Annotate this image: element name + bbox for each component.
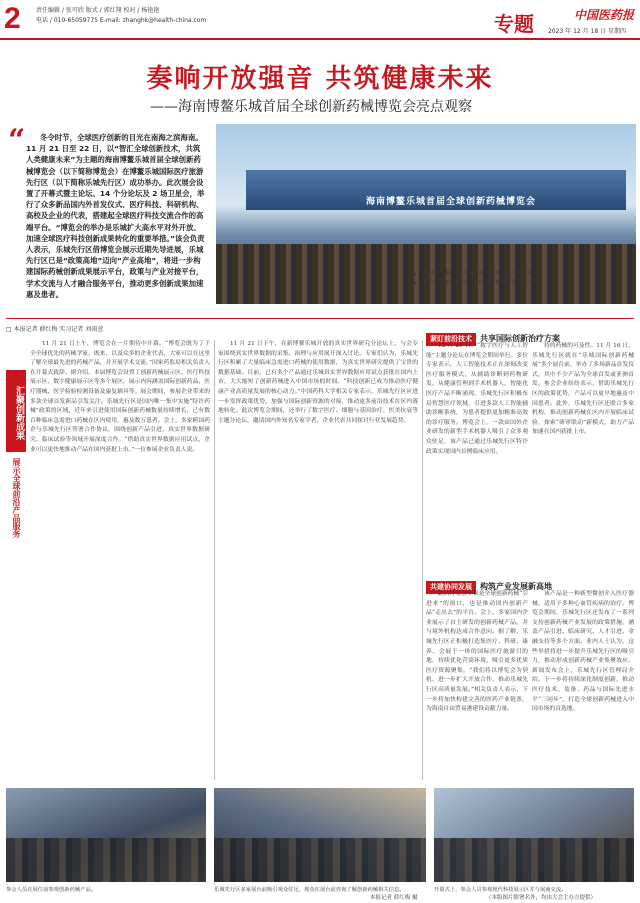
article-lead: [6, 123, 210, 314]
issue-date: 2023 年 12 月 18 日: [548, 28, 607, 35]
people-shape: [6, 838, 206, 882]
sidebar-subtitle: 展示全球前沿产品服务: [12, 458, 21, 538]
people-shape: [214, 838, 426, 882]
body-column-1: 11 月 21 日上午，博览会在一片期待中开幕。“博览会既为了于全全球优先的药械学家，既来，以及众多的企业代表，大家可以在这里了解全球最先进的药械产品，并开展学术交流。”国家药监局相关负责人在开幕式致辞。据介绍，本届博览会设置了创新药械展示区、医疗科技展示区、数字健康展示区等多个展区，展示内容涵盖国际创新药品、医疗器械、医学检验检测设备及康复辅具等。展会期间，参展企业带来的多款全球首发新品引发关注。乐城先行区是国内唯一集中实施“特许药械”政策的区域，近年来引进使用国际创新药械数量持续增长，已有数百种临床急需进口药械在区内使用，惠及数万患者。会上，多家跨国药企与乐城先行区签署合作协议，围绕创新产品引进、真实世界数据研究、临床试验等领域开展深度合作。“借助真实世界数据应用试点，企业可以更快地推动产品在国内获批上市。”一位参展企业负责人说。: [30, 341, 210, 453]
column-divider: [422, 340, 423, 780]
masthead: [0, 0, 640, 40]
lead-text: 冬令时节，全球医疗创新的目光在南海之滨海南。11 月 21 日至 22 日，以“智汇全球创新技术，共筑人类健康未来”为主题的海南博鳌乐城首届全球创新药械博览会（以下简称博览会）在博鳌乐城国际医疗旅游先行区（以下简称乐城先行区）成功举办。此次展会设置了开幕式暨主论坛、14 个分论坛及 2 场卫星会，举行了众多新品国内外首发仪式、医疗科技、科研机构、高校及企业的代表，搭建起全球医疗科技交流合作的高端平台。“博览会的举办是乐城扩大高水平对外开放、加速全球医疗科技创新成果转化的重要举措。”该会负责人表示，乐城先行区借博览会展示近期先导进展，乐城先行区已是“政策高地”迈向“产业高地”，将进一步构建国际药械创新成果展示平台，政策与产业对接平台，学术交流与人才融合服务平台，推动更多创新成果加速惠及患者。: [26, 133, 205, 299]
caption-center: 乐城先行区多家展台前吸引观众驻足，观众在展台前咨询了解创新药械相关信息。: [214, 887, 405, 893]
body-column-5: 此次博览会不仅是全球创新药械“引进来”的窗口，也是推动国内创新产品“走出去”的平台。会上，多家国内企业展示了自主研发的创新药械产品，并与境外机构达成合作意向。据了解，乐城先行区正积极打造集医疗、科研、康养、会展于一体的国际医疗旅游目的地，持续优化营商环境，吸引更多优质医疗资源聚集。“我们将以博览会为契机，进一步扩大开放合作，推动乐城先行区高质量发展。”相关负责人表示，下一步将加快构建完善的医药产业链条，为海南自由贸易港建设贡献力量。: [426, 591, 528, 713]
main-photo-caption: [412, 270, 632, 288]
section-2-header: [426, 326, 560, 343]
caption-left: 参会人员在展位前参观创新药械产品。: [6, 887, 97, 893]
body-column-3: 12 月 21 日，“数字医疗与人工智能”主题分论坛在博览会期间举行。多位专家表示，人工智能技术正在深刻改变医疗服务模式，从辅助诊断到药物研发，从健康管理到手术机器人，智能化医疗产品不断涌现。乐城先行区积极布局智慧医疗领域，引进多款人工智能辅助诊断系统，为患者提供更加精准高效的诊疗服务。博览会上，一款由国外企业研发的新型手术机器人吸引了众多观众驻足，该产品已通过乐城先行区特许政策实现国内首例临床应用。: [426, 343, 528, 455]
section-3-title: 构筑产业发展新高地: [480, 582, 552, 591]
divider: [6, 318, 634, 319]
article-subtitle: ——海南博鳌乐城首届全球创新药械博览会亮点观察: [150, 99, 472, 115]
page-number: 2: [4, 2, 21, 35]
byline: □ 本报记者 薛红梅 实习记者 刘雨萱: [6, 326, 104, 333]
section-2-title: 共享国际创新治疗方案: [480, 334, 560, 343]
quote-mark-icon: “: [8, 123, 26, 158]
section-name: 专题: [494, 12, 534, 36]
footer-note: （本版图片除署名外，均由大会主办方提供）: [486, 895, 597, 901]
hall-banner-text: 海南博鳌乐城首届全球创新药械博览会: [366, 197, 537, 207]
people-shape: [434, 838, 634, 882]
editors-line-2: 电话 / 010-65059775 E-mail: zhanghk@health-china.com: [36, 17, 207, 24]
body-column-4: 持的药械的可及性。11 月 16 日，乐城先行区就在“乐城国际创新药械展”多个展台前，举办了多场新品首发仪式，其中不少产品为全球首发或亚洲首发。参会企业纷纷表示，借助乐城先行区的政策优势，产品可以更早地惠及中国患者。此外，乐城先行区还联合多家机构，推动创新药械在区内开展临床试验，探索“研审联动”新模式，助力产品加速在国内获批上市。: [532, 343, 634, 436]
editors-line-1: 责任编辑 / 张可欣 版式 / 郭红翔 校对 / 杨艳艳: [36, 7, 160, 14]
section-2-tag: 紧盯前沿技术: [426, 333, 476, 346]
editors-info: [36, 6, 206, 26]
photo-center: [214, 788, 426, 882]
caption-right: 开幕式上，参会人员参观现代科技展示区并与展商交流。: [434, 887, 567, 893]
body-column-2: 11 月 21 日下午，在新博鳌乐城开放的真实世界研究分论坛上，与会专家围绕真实世界数据的采集、治理与应用展开深入讨论。专家们认为，乐城先行区积累了大量临床急需进口药械的使用数据，为真实世界研究提供了宝贵的数据基础。目前，已有多个产品通过乐城真实世界数据应用试点获批在国内上市，大大缩短了创新药械进入中国市场的时间。“科技创新已成为推动医疗健康产业高质量发展的核心动力。”中国药科大学相关专家表示，乐城先行区应进一步发挥政策优势，加强与国际创新资源的对接，推动更多前沿技术在区内落地转化。此次博览会期间，还举行了数字医疗、细胞与基因治疗、医美抗衰等主题分论坛，邀请国内外知名专家学者、企业代表共同探讨行业发展趋势。: [218, 341, 418, 424]
sidebar-tag: 汇聚创新成果: [6, 370, 26, 452]
newspaper-logo: 中国医药报: [574, 8, 635, 22]
photo-right: [434, 788, 634, 882]
column-divider: [214, 340, 215, 780]
section-3-tag: 共建协同发展: [426, 581, 476, 594]
photo-caption-2: ▲ 博览会现场展示多款国际创新药械及最新诊疗产品。: [412, 280, 545, 286]
section-3-header: [426, 574, 552, 591]
issue-weekday: 星期四: [608, 28, 627, 35]
article-title: 奏响开放强音 共筑健康未来: [146, 64, 494, 94]
photo-credit: 本报记者 薛红梅 摄: [370, 895, 418, 901]
photo-caption-1: ▲ 海南博鳌乐城首届全球创新药械博览会开幕式现场。: [412, 271, 545, 277]
photo-left: [6, 788, 206, 882]
body-column-6: 该产品是一种新型微创介入医疗器械，适用于多种心血管疾病的治疗。博览会期间，乐城先行区还发布了一系列支持创新药械产业发展的政策措施，涵盖产品引进、临床研究、人才引进、金融支持等多个方面。业内人士认为，这些举措将进一步提升乐城先行区的吸引力，推动形成创新药械产业集聚效应。新闻发布会上，乐城先行区管理局介绍，下一步将持续深化制度创新，推动医疗技术、装备、药品与国际先进水平“三同步”，打造全球创新药械进入中国市场的首选地。: [532, 591, 634, 713]
